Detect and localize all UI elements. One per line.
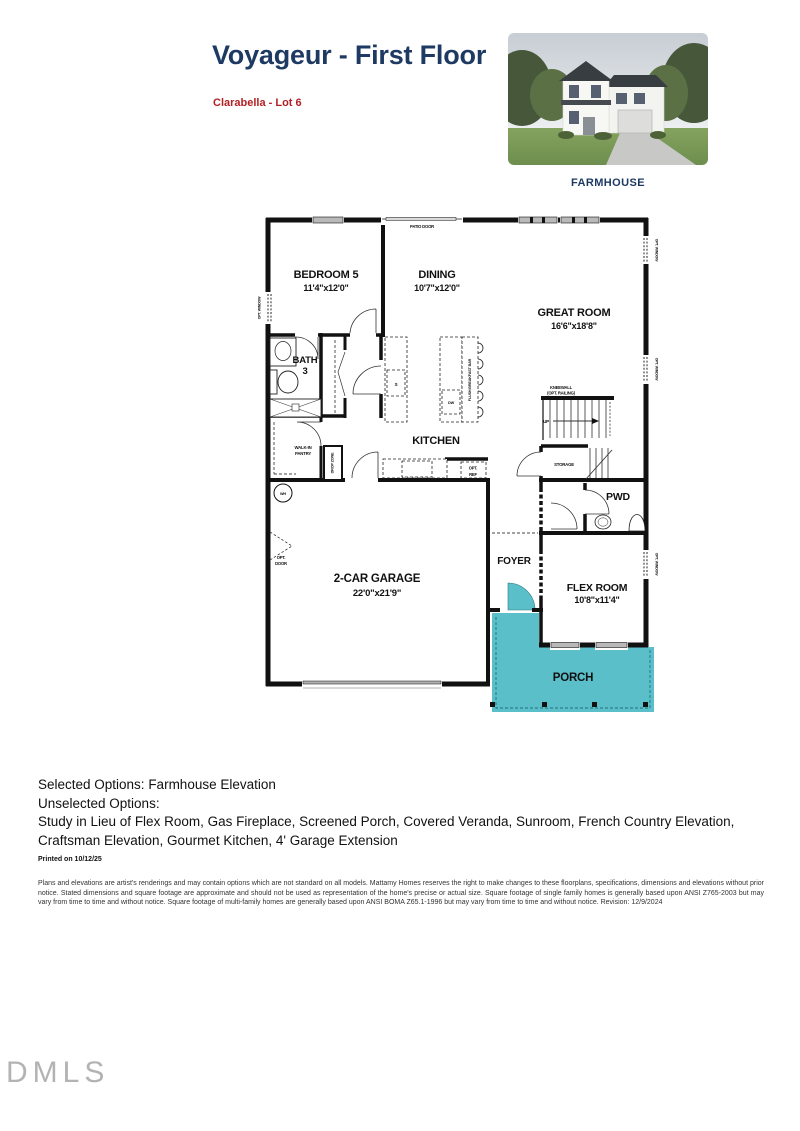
pantry-door [297, 422, 321, 446]
bedroom5-dims: 11'4"x12'0" [303, 283, 349, 293]
shower-drain [292, 404, 299, 411]
wh-label: WH [280, 492, 286, 496]
mls-watermark: DMLS [6, 1056, 110, 1089]
dining-label: DINING [418, 269, 456, 281]
pwd-sink-basin [598, 518, 608, 526]
opt-window-label-left: OPT. WINDOW [257, 296, 262, 320]
up-arrow-head [592, 418, 599, 424]
bar-stools [478, 343, 483, 417]
dining-dims: 10'7"x12'0" [414, 283, 460, 293]
pantry-label-1: WALK-IN [294, 445, 312, 450]
elevation-photo-art [508, 33, 708, 165]
great-room-dims: 16'6"x18'8" [551, 321, 597, 331]
flex-label: FLEX ROOM [566, 582, 628, 594]
hall-closet-door [551, 503, 577, 529]
first-floor-plan [240, 200, 660, 740]
porch-post [643, 702, 648, 707]
gap [641, 355, 651, 384]
toilet-tank [270, 370, 277, 394]
opt-door-label-1: OPT. [276, 555, 286, 560]
unselected-options-list: Study in Lieu of Flex Room, Gas Fireplace, Screened Porch, Covered Veranda, Sunroom, French Country Elevation, Craftsman Elevation, Gourmet Kitchen, 4' Garage Extension [38, 814, 735, 848]
great-room-window [561, 217, 599, 223]
elevation-name-label: FARMHOUSE [571, 177, 645, 189]
opt-window-label-flex: OPT. WINDOW [654, 552, 659, 576]
pwd-toilet [629, 515, 645, 532]
great-room-label: GREAT ROOM [537, 307, 611, 319]
kneewall-label-2: (OPT. RAILING) [547, 390, 575, 396]
bedroom-window [313, 217, 343, 223]
printed-date: Printed on 10/12/25 [38, 856, 102, 863]
flex-window [596, 643, 627, 648]
legal-disclaimer: Plans and elevations are artist's renderings and may contain options which are not standard on all models. Mattamy Homes reserves the right to make changes to these floorplans, specifications, dimensions and elevations without prior notice. Stated dimensions and square footage are approximate and should not be used as representation of the home's precise or actual size. Square footage of single family homes is generally based upon ANSI Z765-2003 but may vary from time to time and without notice. Square footage of multi-family homes are generally based upon ANSI BOMA Z65.1-1996 but may vary from time to time and without notice. Revision: 12/9/2024 [38, 880, 764, 907]
garage-dims: 22'0"x21'9" [352, 588, 402, 599]
opt-window-label-right-1: OPT. WINDOW [654, 238, 659, 262]
range [402, 461, 432, 477]
dw-label: DW [448, 401, 454, 405]
up-label: UP [543, 419, 549, 424]
patio-door [386, 217, 456, 220]
storage-label: STORAGE [554, 462, 574, 467]
stair-treads-lower [590, 448, 608, 478]
selected-options: Selected Options: Farmhouse Elevation [38, 777, 276, 792]
bath3-label-1: BATH [292, 355, 318, 366]
kitchen-fixtures [383, 337, 486, 478]
porch-post [592, 702, 597, 707]
pwd-fixtures [595, 515, 645, 532]
breakfast-bar-label: FLUSH BREAKFAST BAR [468, 358, 472, 402]
sink-label: S [394, 382, 398, 387]
kitchen-label: KITCHEN [412, 435, 460, 447]
mullion [584, 217, 587, 223]
elevation-photo [508, 33, 708, 165]
gap [641, 236, 651, 264]
toilet-bowl [278, 371, 298, 393]
porch-slab [492, 613, 654, 712]
closet-bifold [338, 352, 345, 396]
opt-ref-label-1: OPT. [468, 465, 478, 471]
front-door-swing [508, 583, 535, 610]
bedroom5-label: BEDROOM 5 [293, 269, 359, 281]
unselected-options-heading: Unselected Options: [38, 795, 160, 811]
garage-door [303, 681, 441, 684]
bath-sink [275, 342, 291, 361]
foyer-label: FOYER [497, 556, 531, 567]
mullion [542, 217, 545, 223]
great-room-window [519, 217, 557, 223]
garage-label: 2-CAR GARAGE [333, 573, 421, 585]
page-title: Voyageur - First Floor [212, 40, 487, 70]
mullion [530, 217, 533, 223]
opt-ref-label-2: REF [469, 472, 477, 477]
opt-window-label-right-2: OPT. WINDOW [654, 357, 659, 381]
flex-dims: 10'8"x11'4" [574, 595, 620, 605]
gap [641, 550, 651, 579]
bedroom5-door [350, 309, 376, 333]
bath3-fixtures [270, 338, 321, 417]
opt-door-label-2: DOOR [275, 561, 287, 566]
flex-window [551, 643, 579, 648]
options-block [38, 776, 762, 865]
bath3-label-2: 3 [302, 366, 308, 377]
mud-hall-door [352, 452, 378, 478]
stairs [543, 400, 612, 479]
hall-door [353, 366, 381, 394]
porch-post [490, 702, 495, 707]
pantry-label-2: PANTRY [295, 451, 311, 456]
kneewall-label-1: KNEEWALL [550, 385, 572, 390]
pantry-shelves [274, 422, 296, 474]
patio-door-label: PATIO DOOR [410, 224, 434, 229]
stair-treads-upper [550, 400, 606, 438]
storage-door [517, 452, 541, 476]
porch-post [542, 702, 547, 707]
drop-zone-label: DROP ZONE [330, 452, 335, 474]
mullion [572, 217, 575, 223]
community-lot-label: Clarabella - Lot 6 [213, 97, 302, 109]
porch-label: PORCH [552, 672, 594, 684]
pwd-label: PWD [606, 491, 630, 503]
